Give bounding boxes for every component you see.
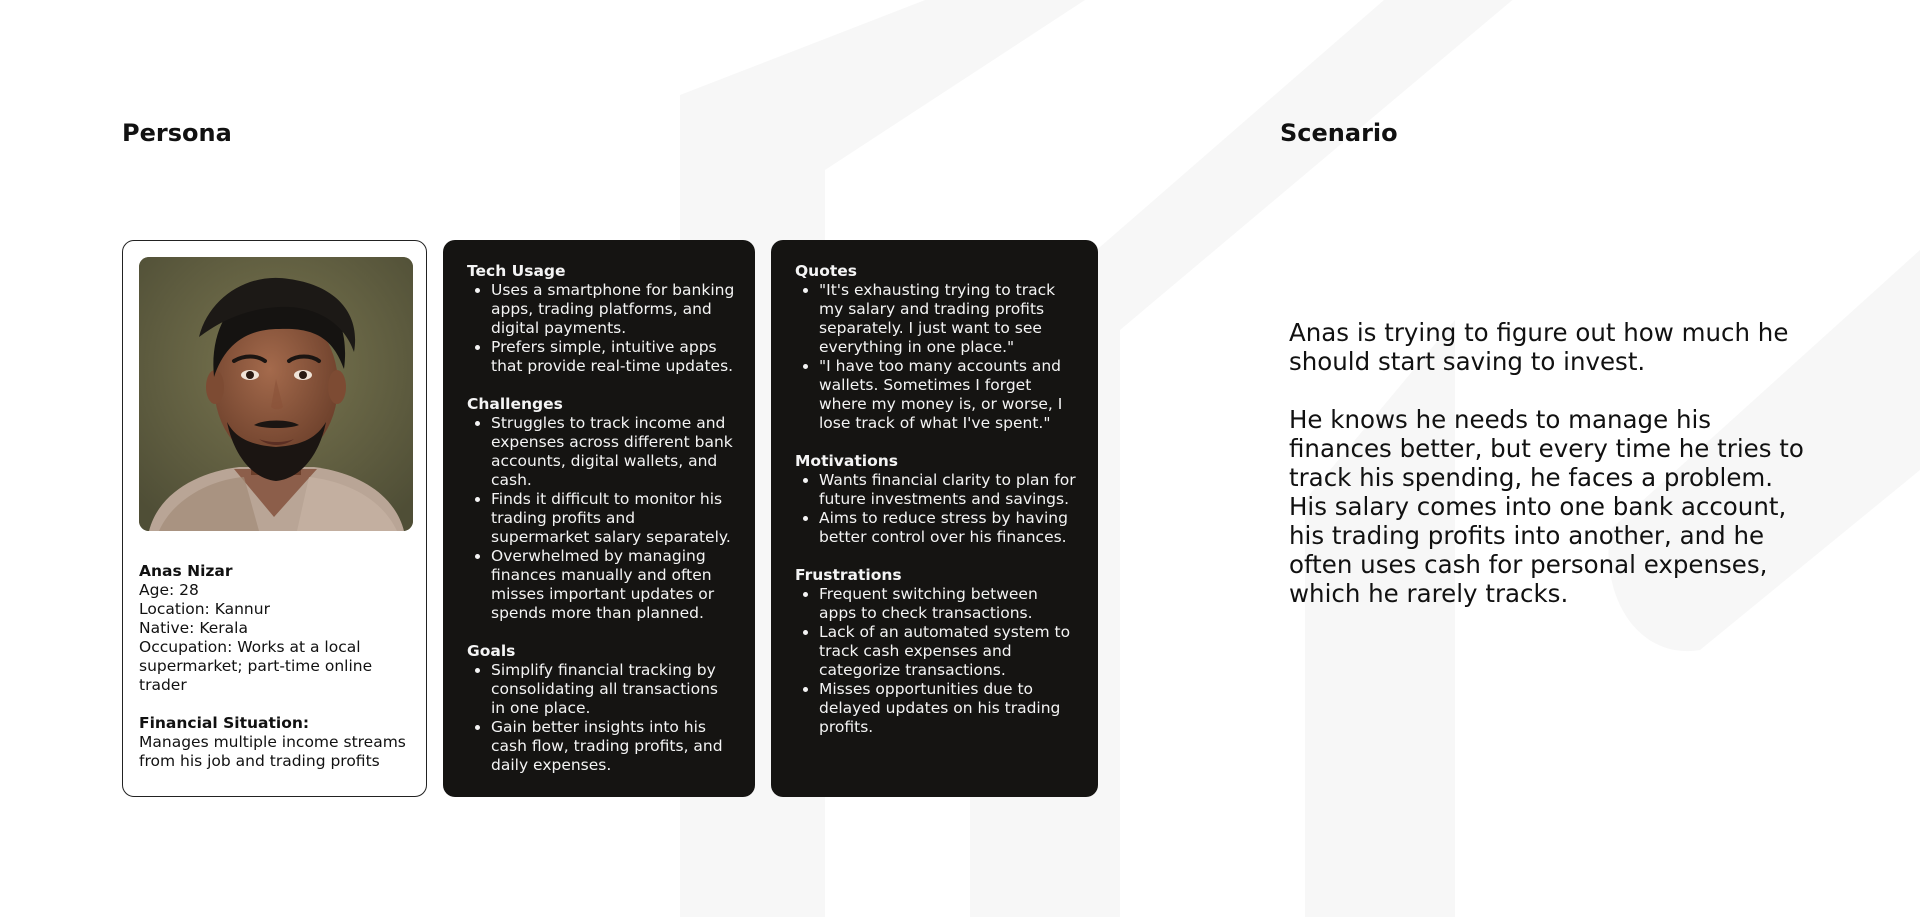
- persona-profile-card: [122, 240, 427, 797]
- persona-age: Age: 28: [139, 581, 199, 599]
- frustrations-list: [795, 585, 1078, 737]
- scenario-heading: Scenario: [1280, 119, 1398, 147]
- motivations-heading: Motivations: [795, 452, 898, 470]
- list-item: • Wants financial clarity to plan for future investments and savings.: [819, 471, 1078, 509]
- persona-heading: Persona: [122, 119, 232, 147]
- scenario-paragraph-2: He knows he needs to manage his finances better, but every time he tries to track his spending, he faces a problem. His salary comes into one bank account, his trading profits into another, and he often uses cash for personal expenses, which he rarely tracks.: [1289, 405, 1804, 608]
- tech-usage-list: [467, 281, 735, 376]
- challenges-heading: Challenges: [467, 395, 563, 413]
- challenges-list: [467, 414, 735, 623]
- list-item: • Lack of an automated system to track cash expenses and categorize transactions.: [819, 623, 1078, 680]
- list-item: • Finds it difficult to monitor his trading profits and supermarket salary separately.: [491, 490, 735, 547]
- portrait-image: [139, 257, 413, 531]
- goals-heading: Goals: [467, 642, 516, 660]
- tech-challenges-goals-card: [443, 240, 755, 797]
- persona-photo: [139, 257, 413, 531]
- scenario-paragraph-1: Anas is trying to figure out how much he should start saving to invest.: [1289, 318, 1789, 376]
- persona-occupation: Occupation: Works at a local supermarket; part-time online trader: [139, 638, 373, 694]
- list-item: • Prefers simple, intuitive apps that provide real-time updates.: [491, 338, 735, 376]
- quotes-motivations-frustrations-card: [771, 240, 1098, 797]
- list-item: • Struggles to track income and expenses across different bank accounts, digital wallets, and cash.: [491, 414, 735, 490]
- persona-details: [139, 562, 410, 771]
- persona-native: Native: Kerala: [139, 619, 248, 637]
- goals-list: [467, 661, 735, 775]
- financial-situation-text: Manages multiple income streams from his job and trading profits: [139, 733, 406, 770]
- list-item: • Simplify financial tracking by consolidating all transactions in one place.: [491, 661, 735, 718]
- list-item: • Frequent switching between apps to check transactions.: [819, 585, 1078, 623]
- list-item: • "It's exhausting trying to track my salary and trading profits separately. I just want to see everything in one place.": [819, 281, 1078, 357]
- list-item: • "I have too many accounts and wallets. Sometimes I forget where my money is, or worse, I lose track of what I've spent.": [819, 357, 1078, 433]
- financial-situation-label: Financial Situation:: [139, 714, 310, 732]
- persona-location: Location: Kannur: [139, 600, 270, 618]
- scenario-text: [1289, 318, 1809, 608]
- frustrations-heading: Frustrations: [795, 566, 902, 584]
- quotes-list: [795, 281, 1078, 433]
- list-item: • Uses a smartphone for banking apps, trading platforms, and digital payments.: [491, 281, 735, 338]
- list-item: • Overwhelmed by managing finances manually and often misses important updates or spends more than planned.: [491, 547, 735, 623]
- persona-name: Anas Nizar: [139, 562, 233, 580]
- tech-usage-heading: Tech Usage: [467, 262, 566, 280]
- quotes-heading: Quotes: [795, 262, 858, 280]
- list-item: • Gain better insights into his cash flow, trading profits, and daily expenses.: [491, 718, 735, 775]
- list-item: • Misses opportunities due to delayed updates on his trading profits.: [819, 680, 1078, 737]
- list-item: • Aims to reduce stress by having better control over his finances.: [819, 509, 1078, 547]
- motivations-list: [795, 471, 1078, 547]
